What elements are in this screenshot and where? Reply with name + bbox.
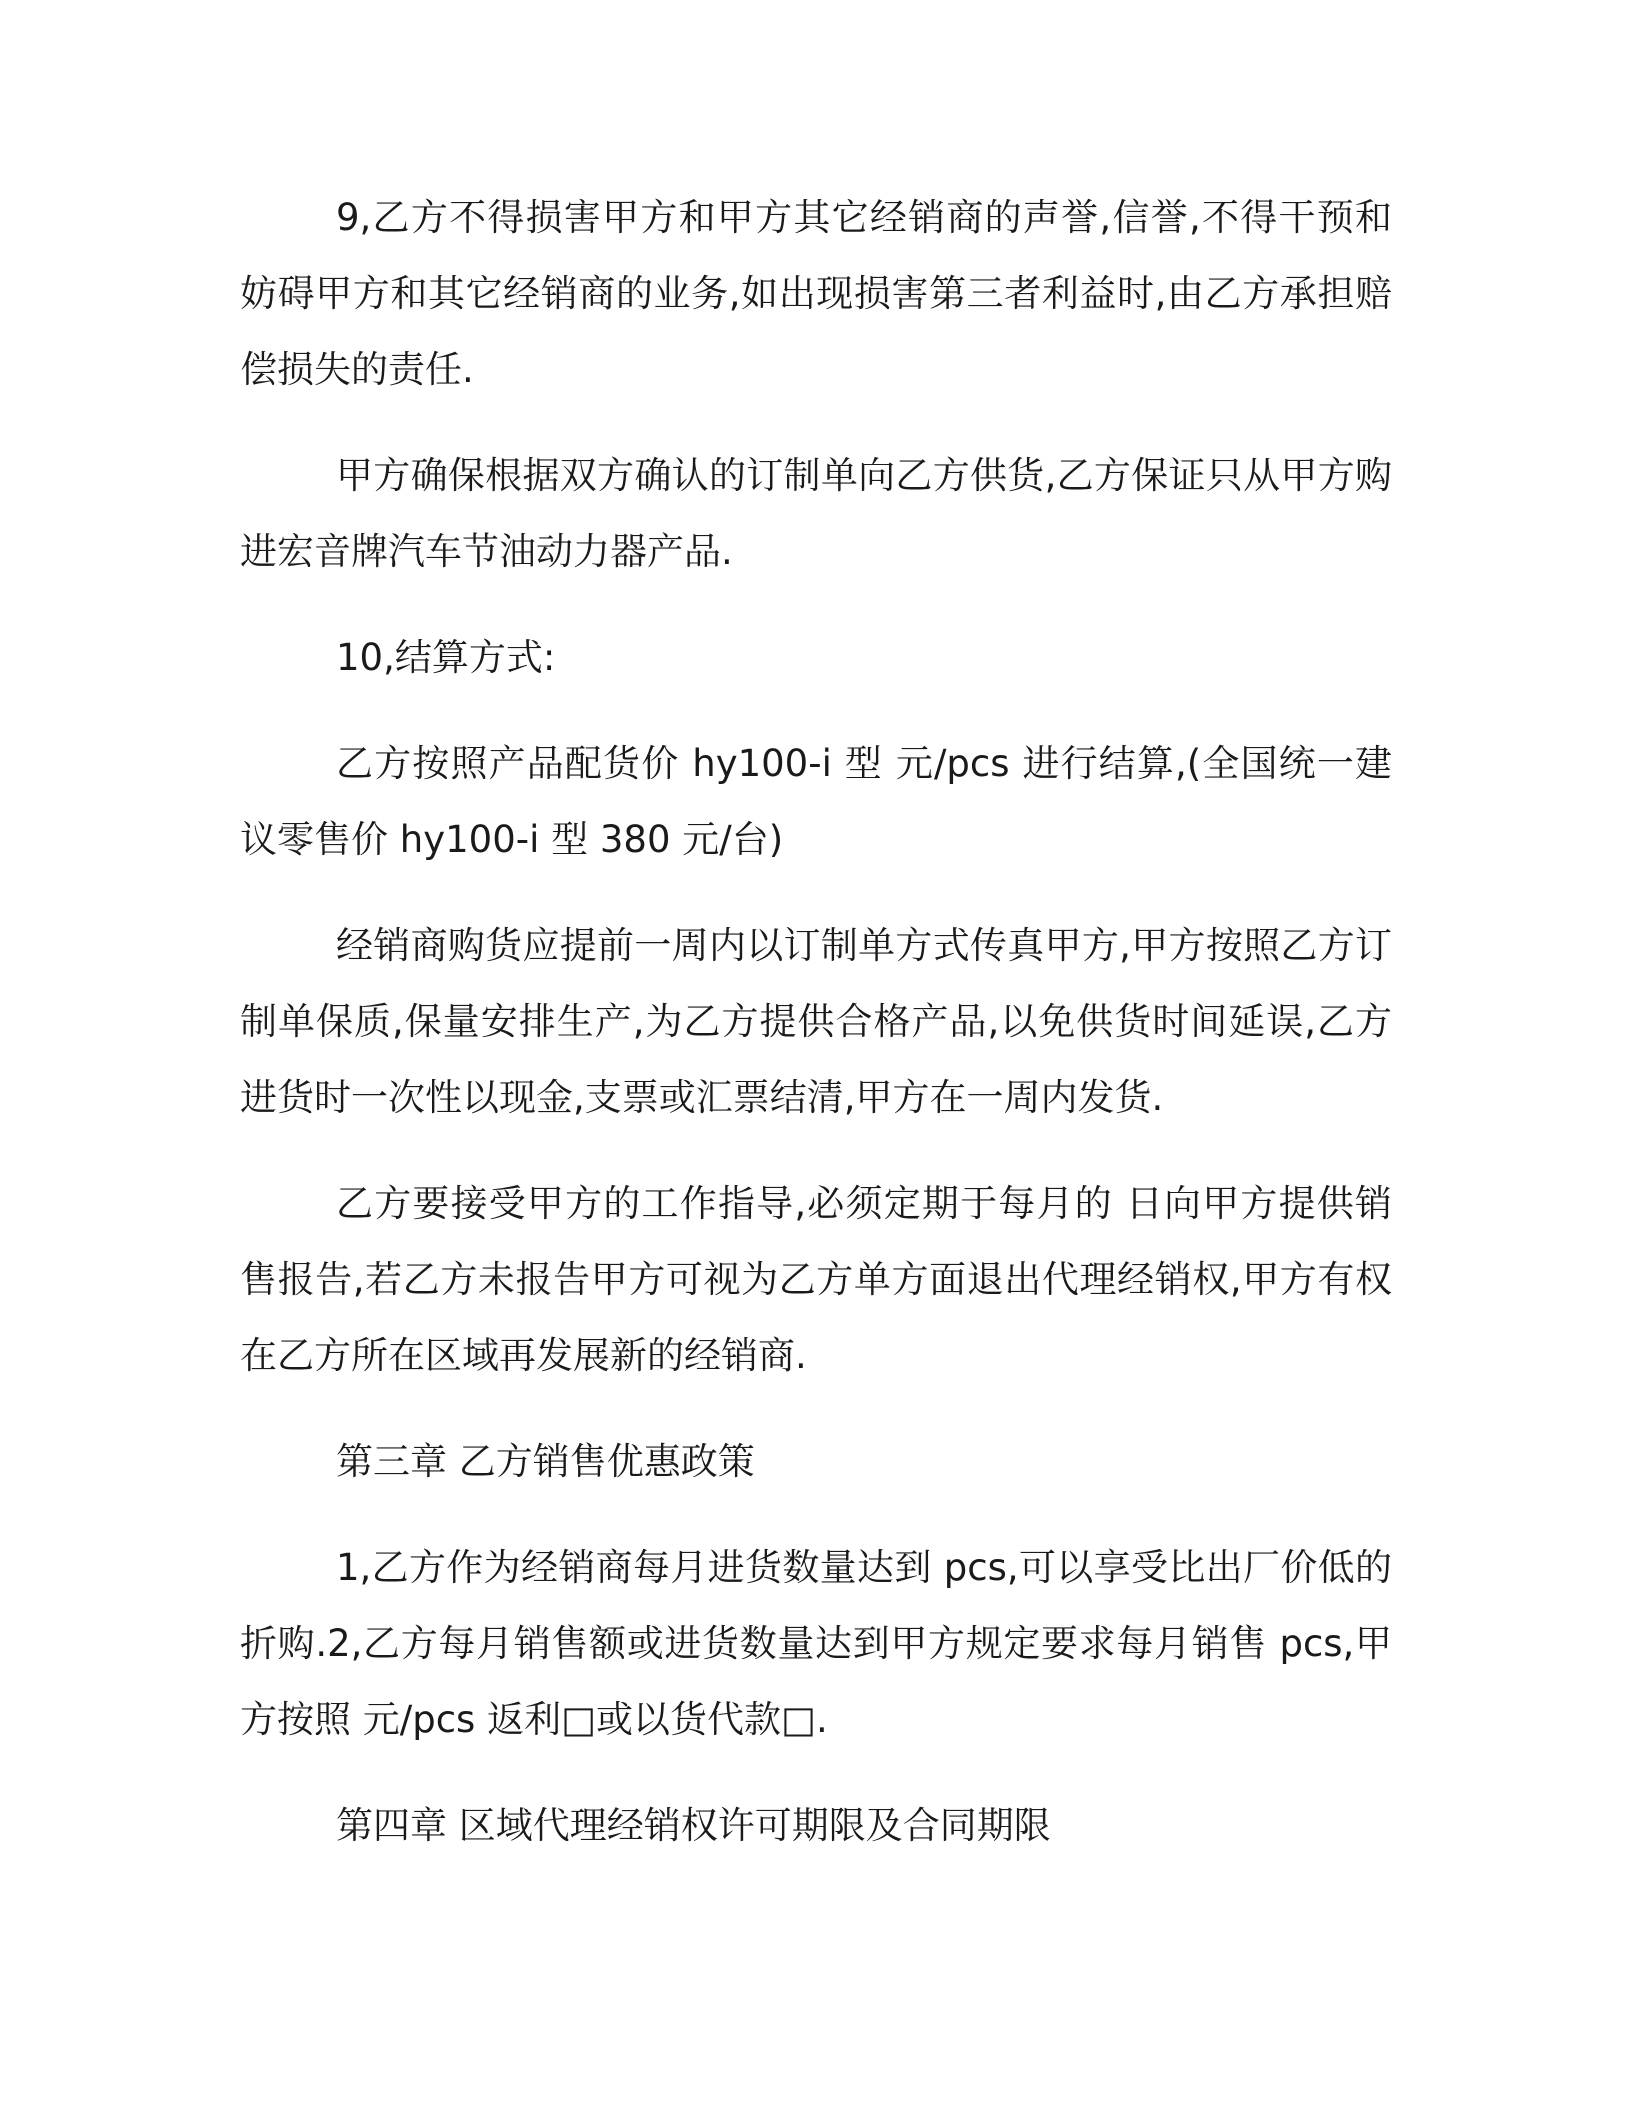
paragraph-discount-policy: 1,乙方作为经销商每月进货数量达到 pcs,可以享受比出厂价低的折购.2,乙方每月销售额或进货数量达到甲方规定要求每月销售 pcs,甲方按照 元/pcs 返利□或以货代款□. bbox=[240, 1546, 1392, 1741]
chapter-3-heading: 第三章 乙方销售优惠政策 bbox=[336, 1440, 755, 1483]
paragraph-settlement-price: 乙方按照产品配货价 hy100-i 型 元/pcs 进行结算,(全国统一建议零售价 hy100-i 型 380 元/台) bbox=[240, 742, 1392, 861]
document-body bbox=[240, 180, 1392, 1894]
paragraph-clause-9: 9,乙方不得损害甲方和甲方其它经销商的声誉,信誉,不得干预和妨碍甲方和其它经销商的业务,如出现损害第三者利益时,由乙方承担赔偿损失的责任. bbox=[240, 196, 1392, 391]
paragraph-sales-report: 乙方要接受甲方的工作指导,必须定期于每月的 日向甲方提供销售报告,若乙方未报告甲方可视为乙方单方面退出代理经销权,甲方有权在乙方所在区域再发展新的经销商. bbox=[240, 1182, 1392, 1377]
paragraph-supply-guarantee: 甲方确保根据双方确认的订制单向乙方供货,乙方保证只从甲方购进宏音牌汽车节油动力器产品. bbox=[240, 454, 1392, 573]
paragraph-ordering-process: 经销商购货应提前一周内以订制单方式传真甲方,甲方按照乙方订制单保质,保量安排生产,为乙方提供合格产品,以免供货时间延误,乙方进货时一次性以现金,支票或汇票结清,甲方在一周内发货. bbox=[240, 924, 1392, 1119]
chapter-4-heading: 第四章 区域代理经销权许可期限及合同期限 bbox=[336, 1804, 1051, 1847]
paragraph-clause-10-heading: 10,结算方式: bbox=[336, 636, 556, 679]
